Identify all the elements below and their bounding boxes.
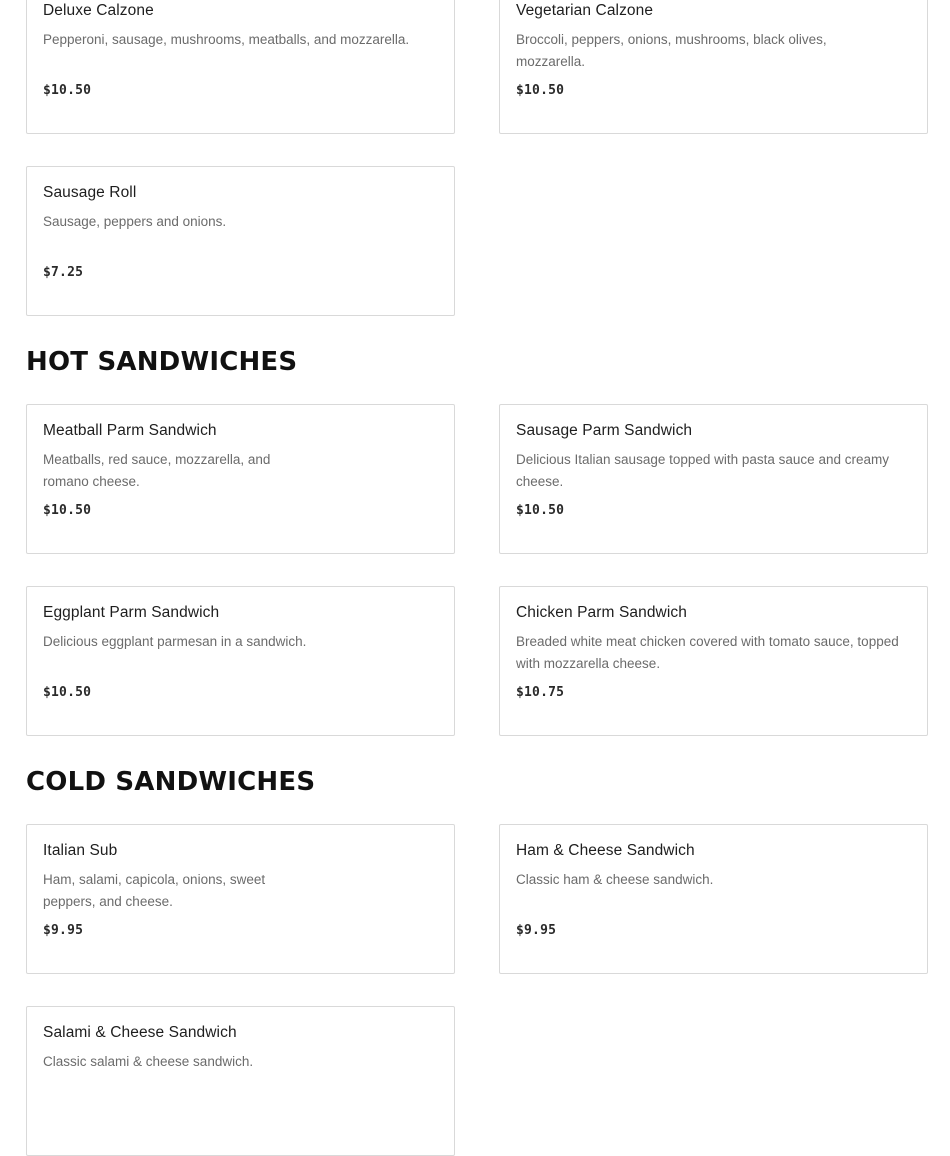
menu-item-card[interactable]	[26, 0, 455, 134]
item-description: Classic salami & cheese sandwich.	[43, 1054, 254, 1069]
item-name: Salami & Cheese Sandwich	[43, 1024, 237, 1041]
menu-item-card[interactable]	[499, 586, 928, 736]
item-name: Vegetarian Calzone	[516, 2, 654, 19]
item-name: Ham & Cheese Sandwich	[516, 842, 695, 859]
item-description: Delicious Italian sausage topped with pasta sauce and creamy cheese.	[516, 452, 889, 489]
item-price: $10.50	[43, 503, 92, 518]
item-description: Delicious eggplant parmesan in a sandwich.	[43, 634, 307, 649]
item-name: Chicken Parm Sandwich	[516, 604, 687, 621]
menu-item-card[interactable]	[26, 1006, 455, 1156]
item-description: Breaded white meat chicken covered with tomato sauce, topped with mozzarella cheese.	[516, 634, 899, 671]
item-description: Broccoli, peppers, onions, mushrooms, black olives, mozzarella.	[516, 32, 827, 69]
item-description: Pepperoni, sausage, mushrooms, meatballs, and mozzarella.	[43, 32, 410, 47]
section-title-hot-sandwiches: HOT SANDWICHES	[26, 347, 298, 377]
item-price: $9.95	[516, 923, 557, 938]
menu-item-card[interactable]	[26, 586, 455, 736]
section-title-cold-sandwiches: COLD SANDWICHES	[26, 767, 316, 797]
item-price: $10.50	[516, 503, 565, 518]
item-name: Meatball Parm Sandwich	[43, 422, 217, 439]
item-name: Deluxe Calzone	[43, 2, 154, 19]
item-name: Eggplant Parm Sandwich	[43, 604, 220, 621]
menu-item-card[interactable]	[26, 404, 455, 554]
item-price: $9.95	[43, 923, 84, 938]
item-description: Meatballs, red sauce, mozzarella, and romano cheese.	[43, 452, 271, 489]
item-description: Sausage, peppers and onions.	[43, 214, 227, 229]
item-name: Italian Sub	[43, 842, 118, 859]
item-price: $10.75	[516, 685, 565, 700]
item-name: Sausage Roll	[43, 184, 137, 201]
item-description: Classic ham & cheese sandwich.	[516, 872, 714, 887]
menu-item-card[interactable]	[26, 166, 455, 316]
menu-item-card[interactable]	[499, 0, 928, 134]
menu-item-card[interactable]	[499, 824, 928, 974]
item-price: $10.50	[43, 83, 92, 98]
item-description: Ham, salami, capicola, onions, sweet peppers, and cheese.	[43, 872, 266, 909]
item-name: Sausage Parm Sandwich	[516, 422, 693, 439]
item-price: $7.25	[43, 265, 84, 280]
menu-item-card[interactable]	[26, 824, 455, 974]
item-price: $10.50	[516, 83, 565, 98]
menu-item-card[interactable]	[499, 404, 928, 554]
item-price: $10.50	[43, 685, 92, 700]
